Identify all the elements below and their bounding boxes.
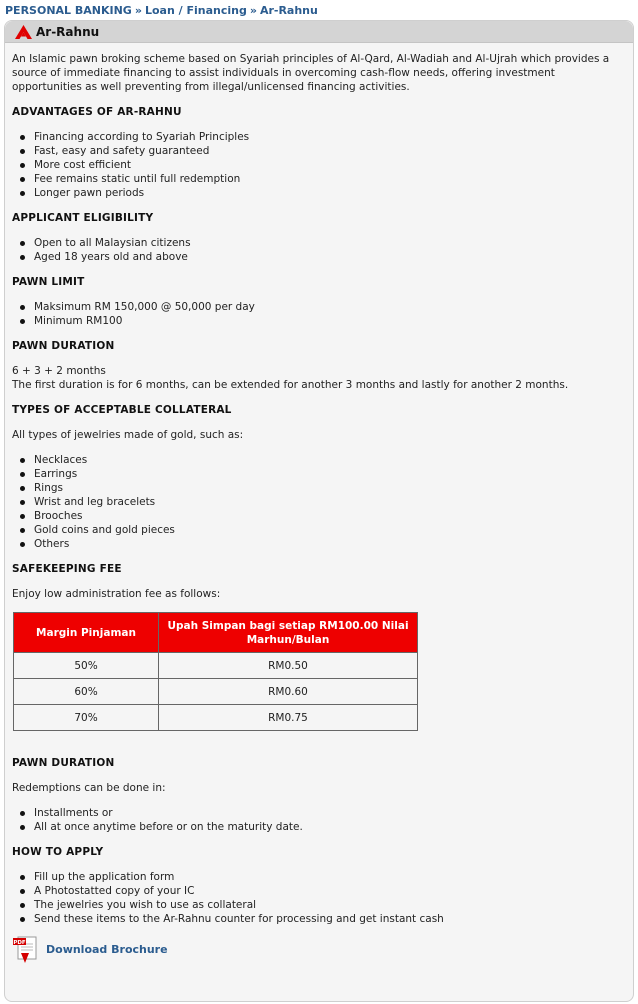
breadcrumb <box>5 4 318 17</box>
list-item: Others <box>12 537 622 551</box>
table-header-fee: Upah Simpan bagi setiap RM100.00 Nilai Marhun/Bulan <box>159 613 418 653</box>
main-content <box>12 52 622 965</box>
list-item: Longer pawn periods <box>12 186 622 200</box>
pdf-icon[interactable] <box>12 935 40 965</box>
pawn-duration-heading: PAWN DURATION <box>12 340 115 352</box>
redemption-list <box>12 806 622 834</box>
list-item: Aged 18 years old and above <box>12 250 622 264</box>
table-cell-margin: 70% <box>14 705 159 731</box>
safekeeping-intro: Enjoy low administration fee as follows: <box>12 588 221 600</box>
pawn-duration-line1: 6 + 3 + 2 months <box>12 365 106 377</box>
list-item: All at once anytime before or on the maturity date. <box>12 820 622 834</box>
breadcrumb-separator: » <box>249 4 257 17</box>
download-brochure-link[interactable]: Download Brochure <box>46 943 168 956</box>
list-item: Fill up the application form <box>12 870 622 884</box>
safekeeping-heading: SAFEKEEPING FEE <box>12 563 122 575</box>
list-item: Installments or <box>12 806 622 820</box>
brochure-download <box>12 935 622 965</box>
collateral-list <box>12 453 622 551</box>
table-cell-fee: RM0.50 <box>159 653 418 679</box>
table-cell-fee: RM0.60 <box>159 679 418 705</box>
breadcrumb-loan-financing[interactable]: Loan / Financing <box>144 4 247 17</box>
pawn-duration-line2: The first duration is for 6 months, can be extended for another 3 months and lastly for another 2 months. <box>12 379 569 391</box>
table-header-row <box>14 613 418 653</box>
apply-list <box>12 870 622 926</box>
breadcrumb-ar-rahnu[interactable]: Ar-Rahnu <box>259 4 318 17</box>
list-item: Maksimum RM 150,000 @ 50,000 per day <box>12 300 622 314</box>
collateral-heading: TYPES OF ACCEPTABLE COLLATERAL <box>12 404 232 416</box>
bank-logo-icon <box>15 25 32 39</box>
pdf-icon-label: PDF <box>13 940 26 946</box>
apply-heading: HOW TO APPLY <box>12 846 104 858</box>
list-item: Fee remains static until full redemption <box>12 172 622 186</box>
table-header-margin: Margin Pinjaman <box>14 613 159 653</box>
pawn-limit-list <box>12 300 622 328</box>
list-item: Wrist and leg bracelets <box>12 495 622 509</box>
list-item: Brooches <box>12 509 622 523</box>
collateral-intro: All types of jewelries made of gold, such as: <box>12 429 244 441</box>
list-item: Fast, easy and safety guaranteed <box>12 144 622 158</box>
safekeeping-fee-table <box>13 612 418 731</box>
table-row <box>14 653 418 679</box>
list-item: A Photostatted copy of your IC <box>12 884 622 898</box>
list-item: The jewelries you wish to use as collateral <box>12 898 622 912</box>
advantages-list <box>12 130 622 200</box>
table-row <box>14 679 418 705</box>
panel-header <box>5 21 633 43</box>
list-item: Minimum RM100 <box>12 314 622 328</box>
list-item: Gold coins and gold pieces <box>12 523 622 537</box>
table-cell-margin: 50% <box>14 653 159 679</box>
pawn-limit-heading: PAWN LIMIT <box>12 276 85 288</box>
content-panel <box>4 20 634 1002</box>
eligibility-heading: APPLICANT ELIGIBILITY <box>12 212 154 224</box>
list-item: Financing according to Syariah Principles <box>12 130 622 144</box>
list-item: Earrings <box>12 467 622 481</box>
list-item: Open to all Malaysian citizens <box>12 236 622 250</box>
redemption-intro: Redemptions can be done in: <box>12 782 166 794</box>
list-item: Rings <box>12 481 622 495</box>
eligibility-list <box>12 236 622 264</box>
table-cell-fee: RM0.75 <box>159 705 418 731</box>
table-row <box>14 705 418 731</box>
list-item: Necklaces <box>12 453 622 467</box>
list-item: Send these items to the Ar-Rahnu counter for processing and get instant cash <box>12 912 622 926</box>
intro-text: An Islamic pawn broking scheme based on Syariah principles of Al-Qard, Al-Wadiah and Al-Ujrah which provides a source of immediate financing to assist individuals in overcoming cash-flow needs, offering investment opportunities as well preventing from illegal/unlicensed financing activities. <box>12 53 610 93</box>
table-cell-margin: 60% <box>14 679 159 705</box>
breadcrumb-separator: » <box>134 4 142 17</box>
page-title: Ar-Rahnu <box>36 24 100 39</box>
breadcrumb-personal-banking[interactable]: PERSONAL BANKING <box>5 4 132 17</box>
list-item: More cost efficient <box>12 158 622 172</box>
advantages-heading: ADVANTAGES OF AR-RAHNU <box>12 106 182 118</box>
redemption-heading: PAWN DURATION <box>12 757 115 769</box>
